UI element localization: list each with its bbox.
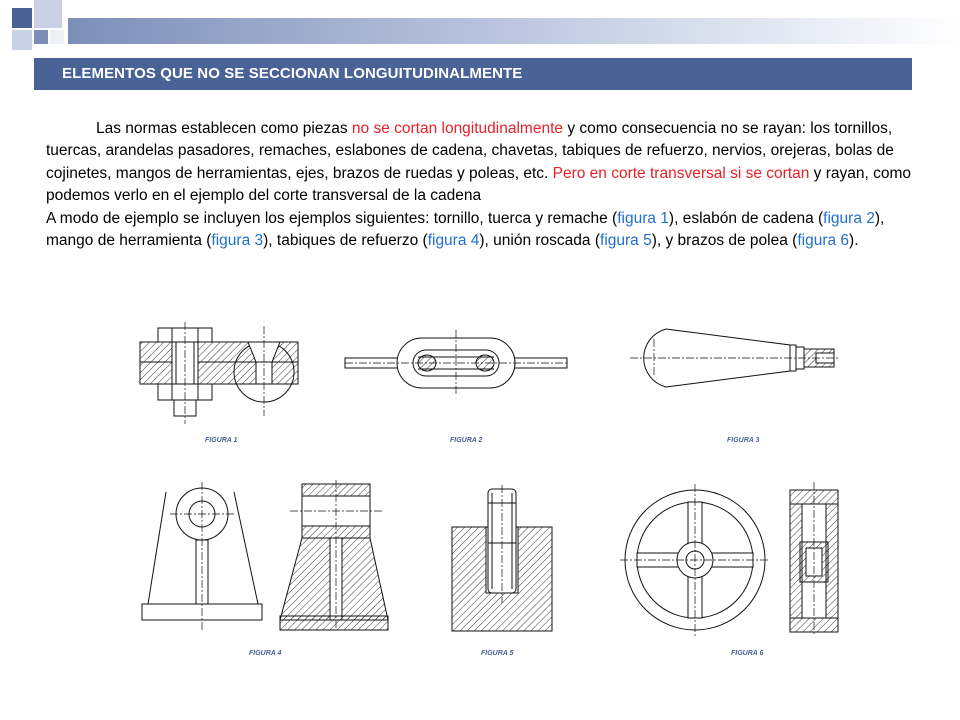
text-span: ), eslabón de cadena ( <box>668 209 824 227</box>
header-gradient-bar <box>68 18 960 44</box>
figure-ref: figura 2 <box>823 209 875 227</box>
figure-4-drawing <box>140 480 400 635</box>
text-span: y rayan, como podemos verlo en el ejemplo del corte transversal de la cadena <box>46 164 912 205</box>
figure-6-label: FIGURA 6 <box>731 650 764 657</box>
text-span: ). <box>849 232 859 250</box>
decor-square-5 <box>50 30 64 44</box>
figure-1-drawing <box>136 320 306 430</box>
figure-3-drawing <box>630 325 840 395</box>
figure-ref: figura 5 <box>600 232 652 250</box>
figure-5-label: FIGURA 5 <box>481 650 514 657</box>
figure-5-drawing <box>450 485 555 635</box>
title-bar <box>34 58 912 90</box>
text-span: ), unión roscada ( <box>479 232 601 250</box>
paragraph-1 <box>46 118 912 208</box>
figure-ref: figura 4 <box>427 232 480 250</box>
figure-3-label: FIGURA 3 <box>727 437 760 444</box>
page-title: ELEMENTOS QUE NO SE SECCIONAN LONGUITUDINALMENTE <box>62 65 523 82</box>
highlight-red: Pero en corte transversal si se cortan <box>552 164 810 182</box>
decor-square-1 <box>12 8 32 28</box>
text-span: y como consecuencia no se rayan: los tornillos, tuercas, arandelas pasadores, remaches, eslabones de cadena, chavetas, tabiques de refuerzo, nervios, orejeras, bolas de cojinetes, mangos de herramientas, ejes, brazos de ruedas y poleas, etc. <box>46 120 894 182</box>
decor-square-4 <box>34 30 48 44</box>
text-span: Las normas establecen como piezas <box>96 120 352 137</box>
figure-1-label: FIGURA 1 <box>205 437 238 444</box>
figure-6-drawing <box>620 482 845 637</box>
figure-ref: figura 1 <box>617 209 669 227</box>
decor-square-3 <box>12 30 32 50</box>
figure-4-label: FIGURA 4 <box>249 650 282 657</box>
figure-ref: figura 3 <box>211 232 264 250</box>
decor-square-2 <box>34 0 62 28</box>
body-text <box>46 118 912 252</box>
paragraph-2 <box>46 208 912 253</box>
figure-2-drawing <box>345 330 570 400</box>
text-span: ), tabiques de refuerzo ( <box>263 232 428 250</box>
highlight-red: no se cortan longitudinalmente <box>351 120 564 137</box>
figure-ref: figura 6 <box>797 232 850 250</box>
text-span: ), y brazos de polea ( <box>651 232 798 250</box>
figure-2-label: FIGURA 2 <box>450 437 483 444</box>
text-span: A modo de ejemplo se incluyen los ejemplos siguientes: tornillo, tuerca y remache ( <box>46 209 618 227</box>
text-span: ), mango de herramienta ( <box>46 209 885 250</box>
